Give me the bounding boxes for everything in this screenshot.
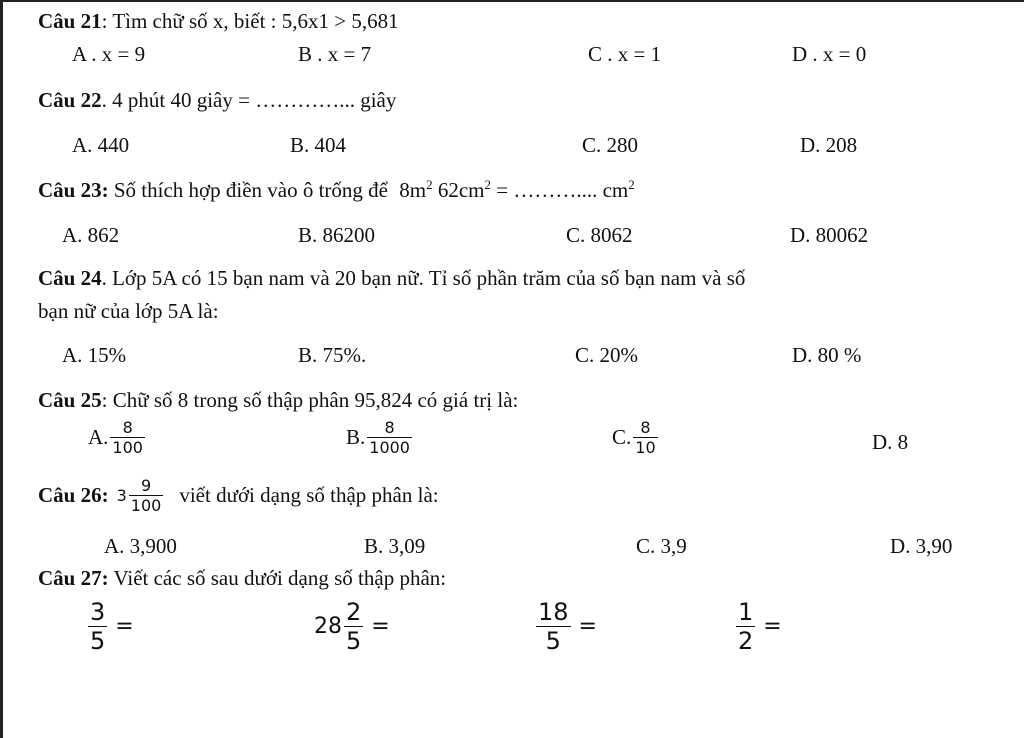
- q23-label: Câu 23:: [38, 178, 109, 202]
- q26-option-d[interactable]: D. 3,90: [890, 534, 953, 558]
- q25-a-denominator: 100: [112, 438, 143, 457]
- q23-sup-2: 2: [484, 177, 491, 192]
- q23-question: [38, 177, 635, 203]
- q27-label: Câu 27:: [38, 566, 109, 590]
- q25-option-a[interactable]: [88, 418, 145, 457]
- q27-item-4-numerator: 1: [738, 598, 754, 626]
- q25-c-denominator: 10: [635, 438, 656, 457]
- q27-item-1-denominator: 5: [90, 627, 106, 655]
- q24-option-a[interactable]: A. 15%: [62, 343, 127, 367]
- top-border: [0, 0, 1024, 2]
- q22-option-d[interactable]: D. 208: [800, 133, 858, 157]
- q25-option-c-fraction: [633, 418, 657, 457]
- q25-c-numerator: 8: [633, 418, 657, 438]
- q23-sup-1: 2: [426, 177, 433, 192]
- q25-b-numerator: 8: [367, 418, 412, 438]
- q27-item-3-equals: =: [578, 614, 597, 639]
- q22-label: Câu 22: [38, 88, 102, 112]
- q27-item-2: [314, 598, 390, 655]
- q26-denominator: 100: [130, 496, 162, 515]
- q25-label: Câu 25: [38, 388, 102, 412]
- q25-b-denominator: 1000: [369, 438, 410, 457]
- q24-question-line1: [38, 266, 745, 291]
- q24-label: Câu 24: [38, 266, 102, 290]
- q21-question: [38, 9, 399, 34]
- q27-item-2-fraction: [344, 598, 363, 655]
- q27-question: [38, 566, 446, 591]
- q26-option-a[interactable]: A. 3,900: [104, 534, 177, 558]
- q23-expr-c: = ……….... cm: [491, 178, 629, 202]
- q27-item-2-numerator: 2: [346, 598, 362, 626]
- q26-fraction: [129, 476, 164, 515]
- q25-option-c-prefix: C.: [612, 425, 632, 449]
- q21-option-c[interactable]: C . x = 1: [588, 42, 662, 66]
- q27-item-3-numerator: 18: [538, 598, 569, 626]
- q26-whole: 3: [116, 486, 127, 505]
- q25-option-a-fraction: [110, 418, 145, 457]
- q25-a-numerator: 8: [110, 418, 145, 438]
- q26-option-c[interactable]: C. 3,9: [636, 534, 687, 558]
- q21-option-d[interactable]: D . x = 0: [792, 42, 867, 66]
- q23-sup-3: 2: [628, 177, 635, 192]
- q27-item-3: [536, 598, 597, 655]
- q27-item-3-denominator: 5: [545, 627, 561, 655]
- q27-item-1-numerator: 3: [90, 598, 106, 626]
- q23-option-c[interactable]: C. 8062: [566, 223, 633, 247]
- q23-expr-b: 62cm: [432, 178, 485, 202]
- q27-item-4: [736, 598, 782, 655]
- q21-label: Câu 21: [38, 9, 102, 33]
- q27-item-1: [88, 598, 134, 655]
- q27-item-2-equals: =: [371, 614, 390, 639]
- q26-option-b[interactable]: B. 3,09: [364, 534, 426, 558]
- q27-item-4-denominator: 2: [738, 627, 754, 655]
- q24-option-b[interactable]: B. 75%.: [298, 343, 367, 367]
- q23-expr-a: 8m: [399, 178, 427, 202]
- q23-expression: [399, 178, 635, 202]
- q22-option-a[interactable]: A. 440: [72, 133, 130, 157]
- q23-option-d[interactable]: D. 80062: [790, 223, 869, 247]
- q23-text: Số thích hợp điền vào ô trống để: [113, 178, 388, 202]
- q22-option-b[interactable]: B. 404: [290, 133, 347, 157]
- q22-option-c[interactable]: C. 280: [582, 133, 639, 157]
- q26-label: Câu 26:: [38, 483, 109, 507]
- q27-item-3-fraction: [536, 598, 571, 655]
- q23-option-b[interactable]: B. 86200: [298, 223, 376, 247]
- q24-question-line2: bạn nữ của lớp 5A là:: [38, 299, 219, 323]
- q27-item-4-equals: =: [763, 614, 782, 639]
- q22-question: [38, 88, 396, 113]
- q27-item-2-denominator: 5: [346, 627, 362, 655]
- left-border: [0, 0, 3, 738]
- q27-item-4-fraction: [736, 598, 755, 655]
- q27-item-1-fraction: [88, 598, 107, 655]
- q27-text: Viết các số sau dưới dạng số thập phân:: [108, 566, 447, 590]
- q25-question: [38, 388, 518, 413]
- q21-text: : Tìm chữ số x, biết : 5,6x1 > 5,681: [101, 9, 399, 33]
- q25-option-d[interactable]: D. 8: [872, 430, 909, 454]
- q21-option-a[interactable]: A . x = 9: [72, 42, 146, 66]
- q25-option-b-fraction: [367, 418, 412, 457]
- q25-text: : Chữ số 8 trong số thập phân 95,824 có giá trị là:: [101, 388, 519, 412]
- q25-option-c[interactable]: [612, 418, 658, 457]
- q23-option-a[interactable]: A. 862: [62, 223, 120, 247]
- q21-option-b[interactable]: B . x = 7: [298, 42, 372, 66]
- q25-option-b-prefix: B.: [346, 425, 366, 449]
- q25-option-b[interactable]: [346, 418, 412, 457]
- q24-option-c[interactable]: C. 20%: [575, 343, 638, 367]
- q24-text-1: . Lớp 5A có 15 bạn nam và 20 bạn nữ. Tỉ số phần trăm của số bạn nam và số: [101, 266, 746, 290]
- q22-text: . 4 phút 40 giây = …………... giây: [101, 88, 397, 112]
- q27-item-1-equals: =: [115, 614, 134, 639]
- q26-question: [38, 476, 439, 515]
- q25-option-a-prefix: A.: [88, 425, 109, 449]
- q26-text: viết dưới dạng số thập phân là:: [179, 483, 439, 507]
- q24-option-d[interactable]: D. 80 %: [792, 343, 862, 367]
- q26-numerator: 9: [129, 476, 164, 496]
- q27-item-2-whole: 28: [314, 614, 342, 639]
